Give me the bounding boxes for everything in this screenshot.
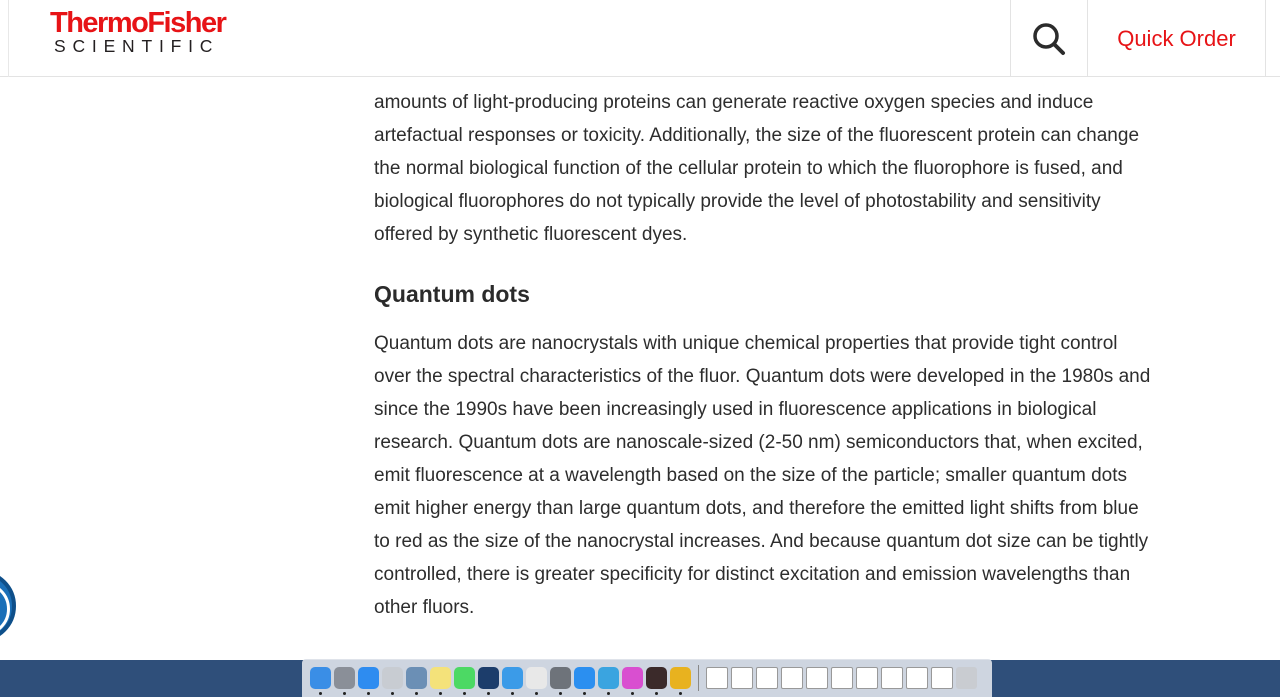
running-indicator	[439, 692, 442, 695]
trash-icon[interactable]	[956, 667, 977, 689]
doc-icon-9[interactable]	[906, 667, 928, 689]
chat-icon[interactable]	[502, 667, 523, 689]
thermofisher-logo[interactable]	[50, 8, 225, 55]
article-body	[374, 60, 1194, 624]
preview-icon[interactable]	[406, 667, 427, 689]
running-indicator	[367, 692, 370, 695]
text-line: biological fluorophores do not typically provide the level of photostability and sensitivity	[374, 191, 1101, 212]
text-line: artefactual responses or toxicity. Additionally, the size of the fluorescent protein can change	[374, 125, 1140, 146]
running-indicator	[607, 692, 610, 695]
running-indicator	[343, 692, 346, 695]
dock-separator	[698, 665, 699, 691]
quick-order-link[interactable]: Quick Order	[1088, 0, 1266, 77]
telegram-icon[interactable]	[598, 667, 619, 689]
search-button[interactable]	[1010, 0, 1088, 77]
text-line: over the spectral characteristics of the fluor. Quantum dots were developed in the 1980s and	[374, 366, 1151, 387]
messages-icon[interactable]	[454, 667, 475, 689]
system-preferences-icon[interactable]	[550, 667, 571, 689]
text-line: the normal biological function of the cellular protein to which the fluorophore is fused, and	[374, 158, 1123, 179]
text-line: since the 1990s have been increasingly used in fluorescence applications in biological	[374, 399, 1097, 420]
help-icon[interactable]	[382, 667, 403, 689]
doc-icon-5[interactable]	[806, 667, 828, 689]
site-header	[0, 0, 1280, 77]
doc-icon-3[interactable]	[756, 667, 778, 689]
running-indicator	[679, 692, 682, 695]
running-indicator	[511, 692, 514, 695]
notes-icon[interactable]	[430, 667, 451, 689]
section-heading-quantum-dots: Quantum dots	[374, 281, 530, 307]
safari-icon[interactable]	[358, 667, 379, 689]
running-indicator	[319, 692, 322, 695]
running-indicator	[391, 692, 394, 695]
header-divider	[8, 0, 9, 77]
doc-icon-10[interactable]	[931, 667, 953, 689]
text-line: offered by synthetic fluorescent dyes.	[374, 224, 688, 245]
doc-icon-6[interactable]	[831, 667, 853, 689]
chrome-icon[interactable]	[670, 667, 691, 689]
doc-icon-7[interactable]	[856, 667, 878, 689]
text-line: research. Quantum dots are nanoscale-sized (2-50 nm) semiconductors that, when excited,	[374, 432, 1143, 453]
text-line: Quantum dots are nanocrystals with unique chemical properties that provide tight control	[374, 333, 1118, 354]
textedit-icon[interactable]	[526, 667, 547, 689]
text-line: amounts of light-producing proteins can generate reactive oxygen species and induce	[374, 92, 1094, 113]
running-indicator	[535, 692, 538, 695]
text-line: emit higher energy than large quantum dots, and therefore the emitted light shifts from blue	[374, 498, 1139, 519]
app-store-icon[interactable]	[574, 667, 595, 689]
itunes-icon[interactable]	[622, 667, 643, 689]
running-indicator	[631, 692, 634, 695]
running-indicator	[559, 692, 562, 695]
running-indicator	[583, 692, 586, 695]
floating-help-widget[interactable]	[0, 570, 16, 642]
running-indicator	[415, 692, 418, 695]
launchpad-icon[interactable]	[334, 667, 355, 689]
intro-paragraph	[374, 60, 1194, 251]
macos-dock	[302, 659, 992, 697]
doc-icon-8[interactable]	[881, 667, 903, 689]
activity-icon[interactable]	[646, 667, 667, 689]
text-line: to red as the size of the nanocrystal increases. And because quantum dot size can be tightly	[374, 531, 1149, 552]
running-indicator	[463, 692, 466, 695]
search-icon	[1032, 22, 1066, 56]
logo-wordmark: ThermoFisher	[50, 7, 226, 39]
doc-icon-4[interactable]	[781, 667, 803, 689]
doc-icon-2[interactable]	[731, 667, 753, 689]
doc-icon-1[interactable]	[706, 667, 728, 689]
text-line: other fluors.	[374, 597, 475, 618]
running-indicator	[655, 692, 658, 695]
running-indicator	[487, 692, 490, 695]
logo-subtitle: SCIENTIFIC	[54, 36, 220, 56]
text-line: controlled, there is greater specificity for distinct excitation and emission wavelengths than	[374, 564, 1131, 585]
finder-icon[interactable]	[310, 667, 331, 689]
text-line: emit fluorescence at a wavelength based on the size of the particle; smaller quantum dots	[374, 465, 1128, 486]
quantum-dots-paragraph	[374, 327, 1194, 624]
quicktime-icon[interactable]	[478, 667, 499, 689]
